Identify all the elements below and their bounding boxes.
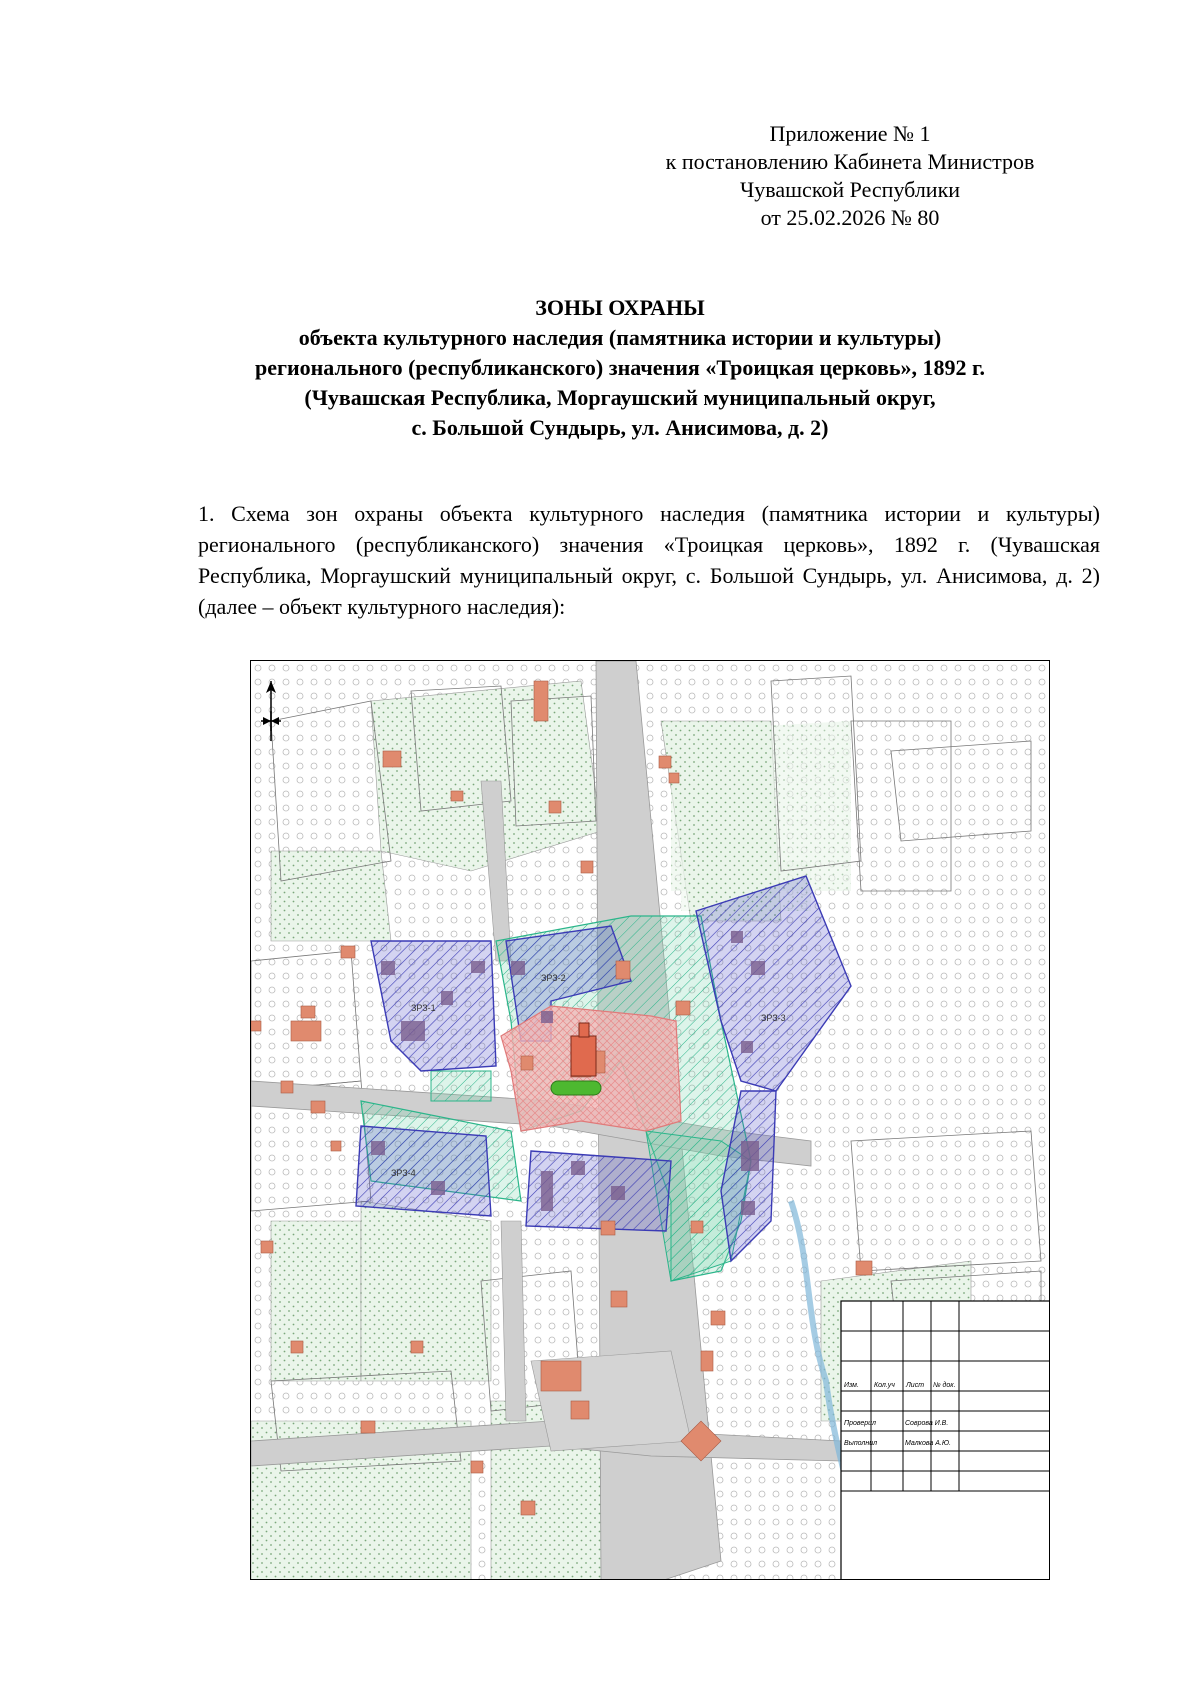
appendix-block [600,120,1100,232]
stamp-col-list: Лист [906,1382,925,1389]
zone-label-4: ЗРЗ-4 [391,1168,416,1178]
appendix-line-1: Приложение № 1 [769,121,931,146]
title-line-1: объекта культурного наследия (памятника истории и культуры) [298,325,942,350]
stamp-col-ndok: № док. [933,1382,956,1389]
title-line-3: (Чувашская Республика, Моргаушский муниципальный округ, [304,385,936,410]
stamp-col-koluch: Кол.уч [874,1382,895,1389]
zone-label-1: ЗРЗ-1 [411,1003,436,1013]
title-stamp [841,1301,1050,1580]
title-line-2: регионального (республиканского) значения «Троицкая церковь», 1892 г. [254,355,986,380]
appendix-line-2: к постановлению Кабинета Министров [665,149,1035,174]
appendix-line-4: от 25.02.2026 № 80 [760,205,940,230]
zone-map [250,660,1050,1580]
stamp-col-izm: Изм. [844,1382,859,1389]
stamp-row-done-name: Малкова А.Ю. [905,1440,951,1447]
stamp-row-checked: Проверил [844,1420,876,1427]
zone-map-svg [251,661,1050,1580]
zone-label-3: ЗРЗ-3 [761,1013,786,1023]
stamp-row-checked-name: Соврова И.В. [905,1420,949,1427]
document-title [150,293,1090,443]
title-line-4: с. Большой Сундырь, ул. Анисимова, д. 2) [411,415,829,440]
paragraph-1: 1. Схема зон охраны объекта культурного наследия (памятника истории и культуры) регионального (республиканского) значения «Троицкая церковь», 1892 г. (Чувашская Республика, Моргаушский муниципальный округ, с. Большой Сундырь, ул. Анисимова, д. 2) (далее – объект культурного наследия): [198,501,1100,619]
appendix-line-3: Чувашской Республики [739,177,961,202]
stamp-row-done: Выполнил [844,1440,878,1447]
zone-label-2: ЗРЗ-2 [541,973,566,983]
title-heading: ЗОНЫ ОХРАНЫ [535,295,705,320]
